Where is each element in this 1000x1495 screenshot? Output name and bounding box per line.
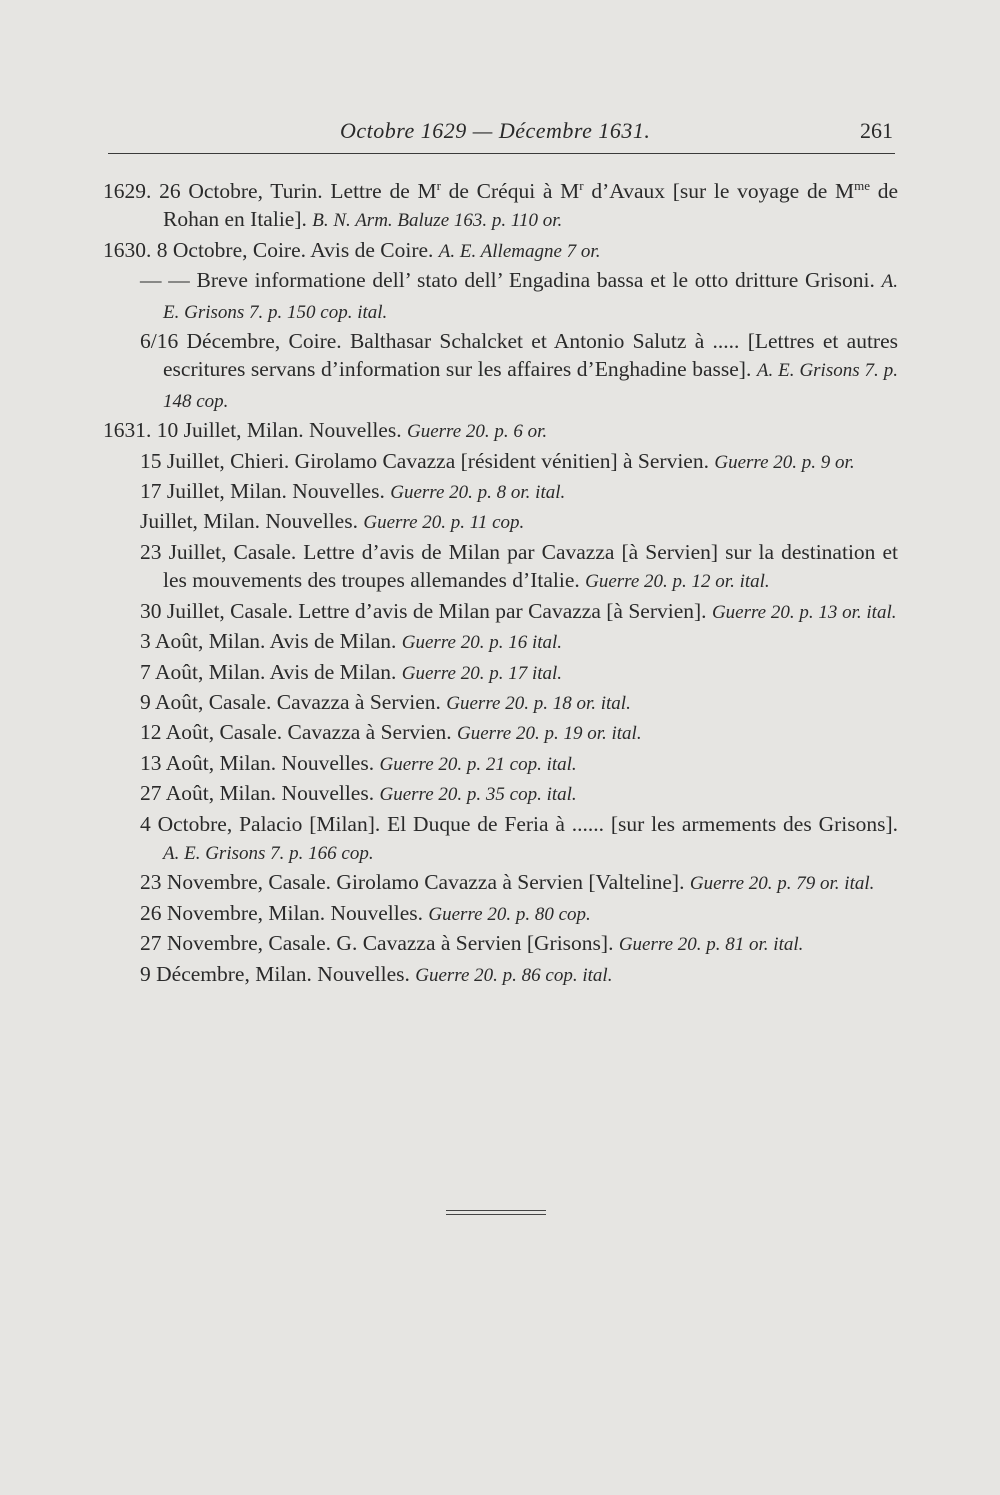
entry [103,177,898,236]
entry-text: 7 Août, Milan. Avis de Milan. [140,659,402,684]
entry-text: 4 Octobre, Palacio [Milan]. El Duque de Feria à ...... [sur les armements des Grisons]. [140,811,898,836]
entry [103,627,898,657]
archive-reference: B. N. Arm. Baluze 163. p. 110 or. [312,210,563,232]
entry [103,447,898,477]
superscript: r [436,177,441,193]
entry-text: 15 Juillet, Chieri. Girolamo Cavazza [résident vénitien] à Servien. [140,448,715,473]
entry [103,236,898,266]
page-number: 261 [860,118,893,143]
entry-text: 23 Novembre, Casale. Girolamo Cavazza à Servien [Valteline]. [140,870,690,895]
entry-text: de Rohan en Italie]. [163,179,898,232]
entry-text: Juillet, Milan. Nouvelles. [140,509,364,534]
entry [103,899,898,929]
entry-text: 17 Juillet, Milan. Nouvelles. [140,479,391,504]
entry-text: — — Breve informatione dell’ stato dell’ Engadina bassa et le otto dritture Grisoni. [140,268,882,293]
archive-reference: A. E. Allemagne 7 or. [438,240,601,262]
entry-list [103,177,898,990]
archive-reference: Guerre 20. p. 8 or. ital. [390,482,566,504]
entry [103,477,898,507]
entry-text: 13 Août, Milan. Nouvelles. [140,750,380,775]
entry [103,507,898,537]
entry [103,718,898,748]
header-rule [108,153,895,154]
entry-text: 26 Novembre, Milan. Nouvelles. [140,900,429,925]
entry [103,266,898,327]
entry [103,416,898,446]
archive-reference: Guerre 20. p. 13 or. ital. [711,601,897,623]
entry [103,538,898,597]
archive-reference: Guerre 20. p. 21 cop. ital. [379,753,577,775]
entry-text: 1630. 8 Octobre, Coire. Avis de Coire. [103,237,439,262]
entry [103,749,898,779]
entry-text: 27 Août, Milan. Nouvelles. [140,781,380,806]
running-title: Octobre 1629 — Décembre 1631. [340,118,651,143]
archive-reference: Guerre 20. p. 6 or. [406,421,548,443]
entry [103,929,898,959]
archive-reference: Guerre 20. p. 18 or. ital. [446,692,631,714]
superscript: r [579,177,584,193]
archive-reference: Guerre 20. p. 16 ital. [401,632,563,654]
archive-reference: Guerre 20. p. 11 cop. [363,512,525,534]
entry-text: 27 Novembre, Casale. G. Cavazza à Servien [Grisons]. [140,931,619,956]
archive-reference: A. E. Grisons 7. p. 166 cop. [163,842,374,864]
entry [103,868,898,898]
entry-text: 1631. 10 Juillet, Milan. Nouvelles. [103,418,407,443]
archive-reference: Guerre 20. p. 86 cop. ital. [415,964,613,986]
entry [103,327,898,416]
running-header [108,118,895,150]
entry [103,688,898,718]
entry-text: d’Avaux [sur le voyage de M [583,179,855,203]
entry [103,779,898,809]
entry-text: 23 Juillet, Casale. Lettre d’avis de Milan par Cavazza [à Servien] sur la destination et les mouvements des troupes allemandes d’Italie. [140,539,898,593]
entry [103,810,898,869]
archive-reference: A. E. Grisons 7. p. 148 cop. [163,360,898,412]
archive-reference: Guerre 20. p. 19 or. ital. [457,723,642,745]
superscript: me [854,177,870,193]
entry-text: 3 Août, Milan. Avis de Milan. [140,629,402,654]
archive-reference: Guerre 20. p. 79 or. ital. [689,873,875,895]
entry-text: 6/16 Décembre, Coire. Balthasar Schalcket et Antonio Salutz à ..... [Lettres et autres escritures servans d’information sur les affaires d’Enghadine basse]. [140,329,898,382]
entry-text: 1629. 26 Octobre, Turin. Lettre de M [103,179,437,203]
entry-text: 9 Décembre, Milan. Nouvelles. [140,961,416,986]
archive-reference: Guerre 20. p. 9 or. [714,451,855,473]
entry-text: 9 Août, Casale. Cavazza à Servien. [140,689,447,714]
archive-reference: Guerre 20. p. 81 or. ital. [618,934,804,956]
entry-text: 30 Juillet, Casale. Lettre d’avis de Milan par Cavazza [à Servien]. [140,598,712,623]
archive-reference: Guerre 20. p. 35 cop. ital. [379,784,577,806]
entry-text: 12 Août, Casale. Cavazza à Servien. [140,720,458,745]
archive-reference: A. E. Grisons 7. p. 150 cop. ital. [163,271,898,323]
archive-reference: Guerre 20. p. 12 or. ital. [585,571,770,593]
entry-text: de Créqui à M [440,179,580,203]
entry [103,960,898,990]
archive-reference: Guerre 20. p. 17 ital. [401,662,563,684]
archive-reference: Guerre 20. p. 80 cop. [428,903,591,925]
entry [103,597,898,627]
entry [103,658,898,688]
end-of-section-rule [446,1210,546,1215]
